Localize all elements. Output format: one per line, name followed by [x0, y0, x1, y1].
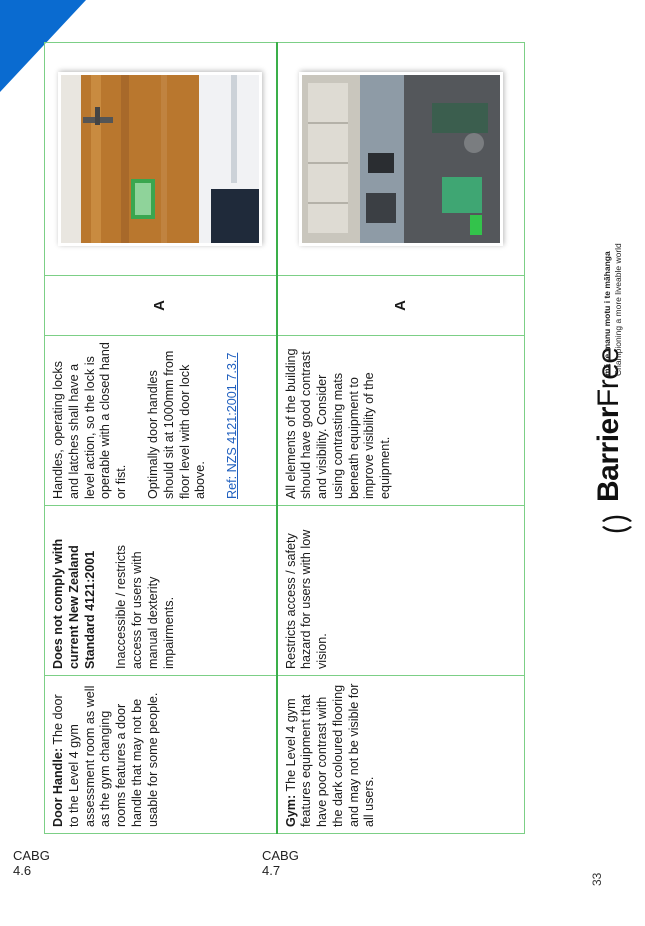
issue-title: Gym:: [283, 794, 298, 827]
impact-cell: [277, 506, 525, 676]
photo-cell: [45, 43, 277, 276]
row-id-4-7: [262, 848, 302, 878]
issue-cell: [45, 676, 277, 834]
issue-cell: [277, 676, 525, 834]
recommendation-text: Handles, operating locks and latches shall have a level action, so the lock is operable with a closed hand or fist.: [51, 342, 129, 499]
rating-value: A: [391, 300, 409, 311]
brand-tagline: Championing a more liveable world: [613, 243, 623, 376]
door-handle-photo: [61, 75, 259, 243]
row-id-number: 4.6: [13, 863, 32, 878]
brand-tagline-maori: mā te manu motu i te māhanga: [602, 251, 612, 376]
row-id-prefix: CABG: [13, 848, 50, 863]
rating-cell: [277, 276, 525, 336]
recommendation-cell: [45, 336, 277, 506]
page-number: 33: [590, 872, 604, 886]
recommendation-text-2: Optimally door handles should sit at 1000mm from floor level with door lock above.: [145, 350, 208, 499]
table-row: [277, 43, 525, 834]
gym-photo: [302, 75, 500, 243]
impact-title: Does not comply with current New Zealand Standard 4121:2001: [51, 538, 97, 669]
table-row: [45, 43, 277, 834]
brand-name-light: Free: [592, 347, 625, 408]
photo-cell: [277, 43, 525, 276]
brand-name-bold: Barrier: [592, 407, 625, 502]
impact-description: Inaccessible / restricts access for users with manual dexterity impairments.: [114, 545, 176, 669]
logo-mark-icon: [600, 512, 634, 536]
row-id-4-6: [13, 848, 53, 878]
barrier-free-logo: [592, 206, 642, 536]
impact-cell: [45, 506, 277, 676]
rating-value: A: [151, 300, 169, 311]
issue-description: The Level 4 gym features equipment that have poor contrast with the dark coloured flooring and may not be visible for all users.: [283, 683, 377, 827]
recommendation-text: All elements of the building should have good contrast and visibility. Consider using contrasting mats beneath equipment to improve visibility of the equipment.: [283, 348, 393, 499]
recommendation-cell: [277, 336, 525, 506]
row-id-prefix: CABG: [262, 848, 299, 863]
impact-description: Restricts access / safety hazard for users with low vision.: [283, 529, 330, 669]
rating-cell: [45, 276, 277, 336]
issue-description: The door to the Level 4 gym assessment room as well as the gym changing rooms features a door handle that may not be usable for some people.: [51, 685, 160, 827]
reference-link[interactable]: Ref: NZS 4121:2001 7.3.7: [225, 352, 240, 499]
assessment-table: [44, 42, 525, 834]
row-id-number: 4.7: [262, 863, 281, 878]
issue-title: Door Handle:: [51, 747, 65, 827]
